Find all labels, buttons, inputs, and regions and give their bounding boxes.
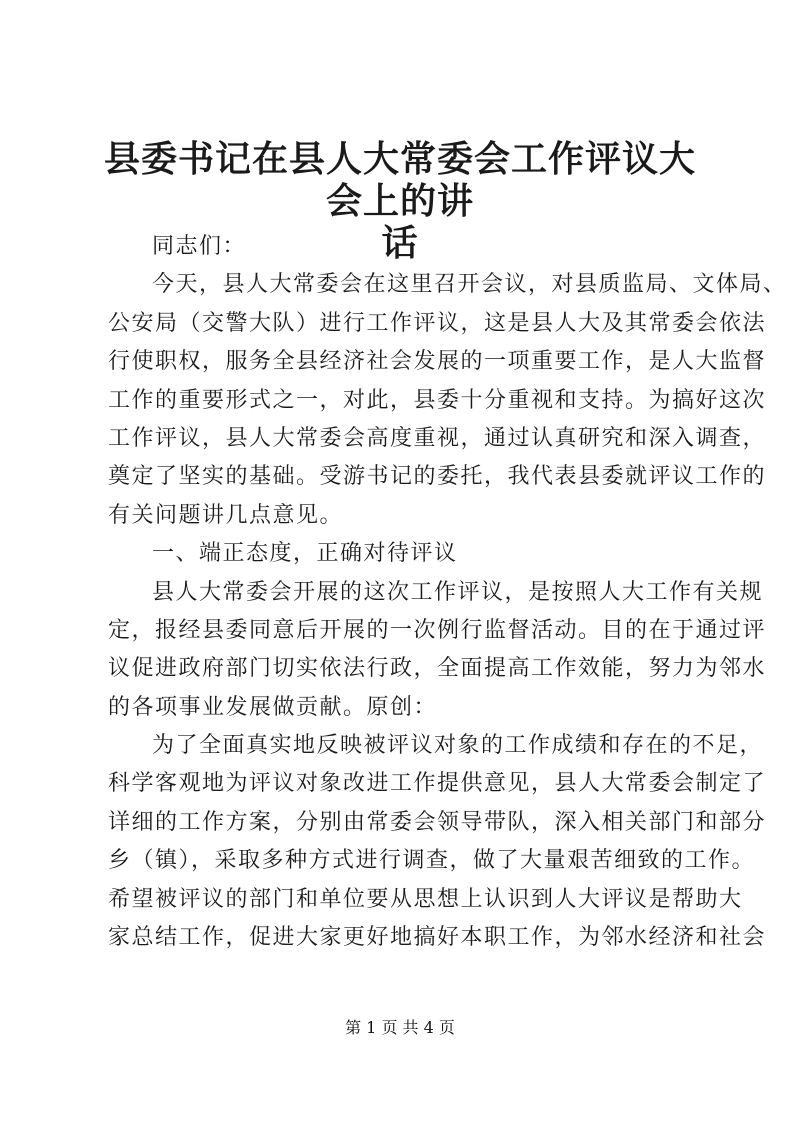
text-line: 奠定了坚实的基础。受游书记的委托，我代表县委就评议工作的: [108, 464, 767, 490]
text-line: 工作的重要形式之一，对此，县委十分重视和支持。为搞好这次: [108, 387, 767, 413]
document-body: [108, 228, 787, 957]
text-line: 一、端正态度，正确对待评议: [152, 541, 458, 567]
text-line: 的各项事业发展做贡献。原创：: [108, 694, 438, 720]
page-footer: 第 1 页 共 4 页: [345, 1018, 455, 1037]
title-line-2: 话: [381, 222, 419, 264]
text-line: 县人大常委会开展的这次工作评议，是按照人大工作有关规: [152, 579, 764, 605]
title-line-1: 县委书记在县人大常委会工作评议大会上的讲: [103, 138, 696, 222]
text-line: 科学客观地为评议对象改进工作提供意见，县人大常委会制定了: [108, 771, 767, 797]
text-line: 定，报经县委同意后开展的一次例行监督活动。目的在于通过评: [108, 617, 767, 643]
text-line: 详细的工作方案，分别由常委会领导带队，深入相关部门和部分: [108, 809, 767, 835]
text-line: 公安局（交警大队）进行工作评议，这是县人大及其常委会依法: [108, 310, 767, 336]
text-line: 同志们：: [152, 234, 247, 259]
text-line: 家总结工作，促进大家更好地搞好本职工作，为邻水经济和社会: [108, 925, 767, 951]
text-line: 为了全面真实地反映被评议对象的工作成绩和存在的不足，: [152, 733, 764, 759]
text-line: 工作评议，县人大常委会高度重视，通过认真研究和深入调查，: [108, 425, 767, 451]
text-line: 有关问题讲几点意见。: [108, 502, 344, 528]
text-line: 今天，县人大常委会在这里召开会议，对县质监局、文体局、: [152, 272, 787, 298]
text-line: 议促进政府部门切实依法行政，全面提高工作效能，努力为邻水: [108, 656, 767, 682]
text-line: 希望被评议的部门和单位要从思想上认识到人大评议是帮助大: [108, 886, 743, 912]
text-line: 乡（镇），采取多种方式进行调查，做了大量艰苦细致的工作。: [108, 848, 756, 874]
text-line: 行使职权，服务全县经济社会发展的一项重要工作，是人大监督: [108, 349, 767, 375]
